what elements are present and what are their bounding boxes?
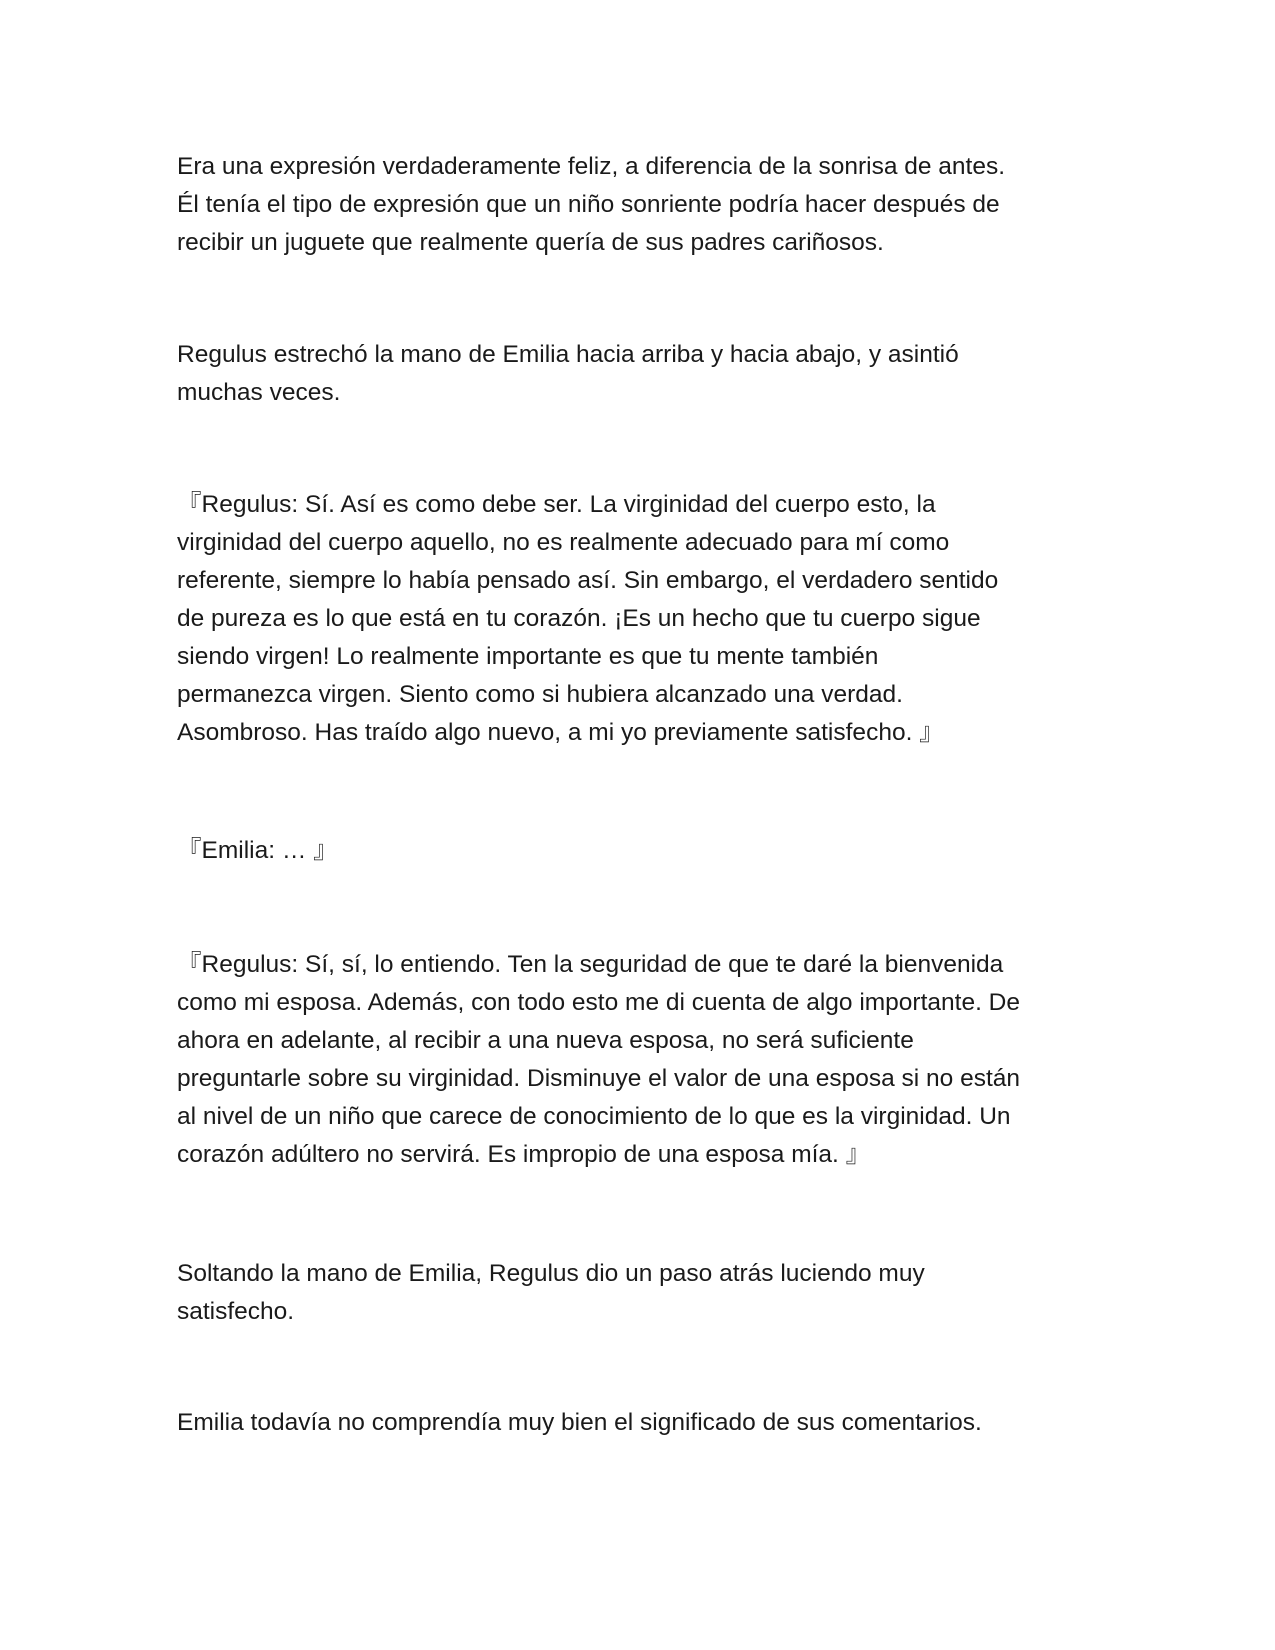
paragraph-narration-4: Emilia todavía no comprendía muy bien el significado de sus comentarios. xyxy=(177,1409,982,1436)
paragraph-dialogue-emilia: 『Emilia: … 』 xyxy=(177,837,338,864)
paragraph-dialogue-regulus-2: 『Regulus: Sí, sí, lo entiendo. Ten la seguridad de que te daré la bienvenida como mi esposa. Además, con todo esto me di cuenta de algo importante. De ahora en adelante, al recibir a una nueva esposa, no será suficiente preguntarle sobre su virginidad. Disminuye el valor de una esposa si no están al nivel de un niño que carece de conocimiento de lo que es la virginidad. Un corazón adúltero no servirá. Es impropio de una esposa mía. 』 xyxy=(177,951,1021,1168)
paragraph-dialogue-regulus-1: 『Regulus: Sí. Así es como debe ser. La virginidad del cuerpo esto, la virginidad del cuerpo aquello, no es realmente adecuado para mí como referente, siempre lo había pensado así. Sin embargo, el verdadero sentido de pureza es lo que está en tu corazón. ¡Es un hecho que tu cuerpo sigue siendo virgen! Lo realmente importante es que tu mente también permanezca virgen. Siento como si hubiera alcanzado una verdad. Asombroso. Has traído algo nuevo, a mi yo previamente satisfecho. 』 xyxy=(177,491,999,746)
paragraph-narration-3: Soltando la mano de Emilia, Regulus dio un paso atrás luciendo muy satisfecho. xyxy=(177,1260,925,1325)
paragraph-narration-2: Regulus estrechó la mano de Emilia hacia arriba y hacia abajo, y asintió muchas veces. xyxy=(177,341,959,406)
paragraph-narration-1: Era una expresión verdaderamente feliz, a diferencia de la sonrisa de antes. Él tenía el tipo de expresión que un niño sonriente podría hacer después de recibir un juguete que realmente quería de sus padres cariñosos. xyxy=(177,153,1006,256)
